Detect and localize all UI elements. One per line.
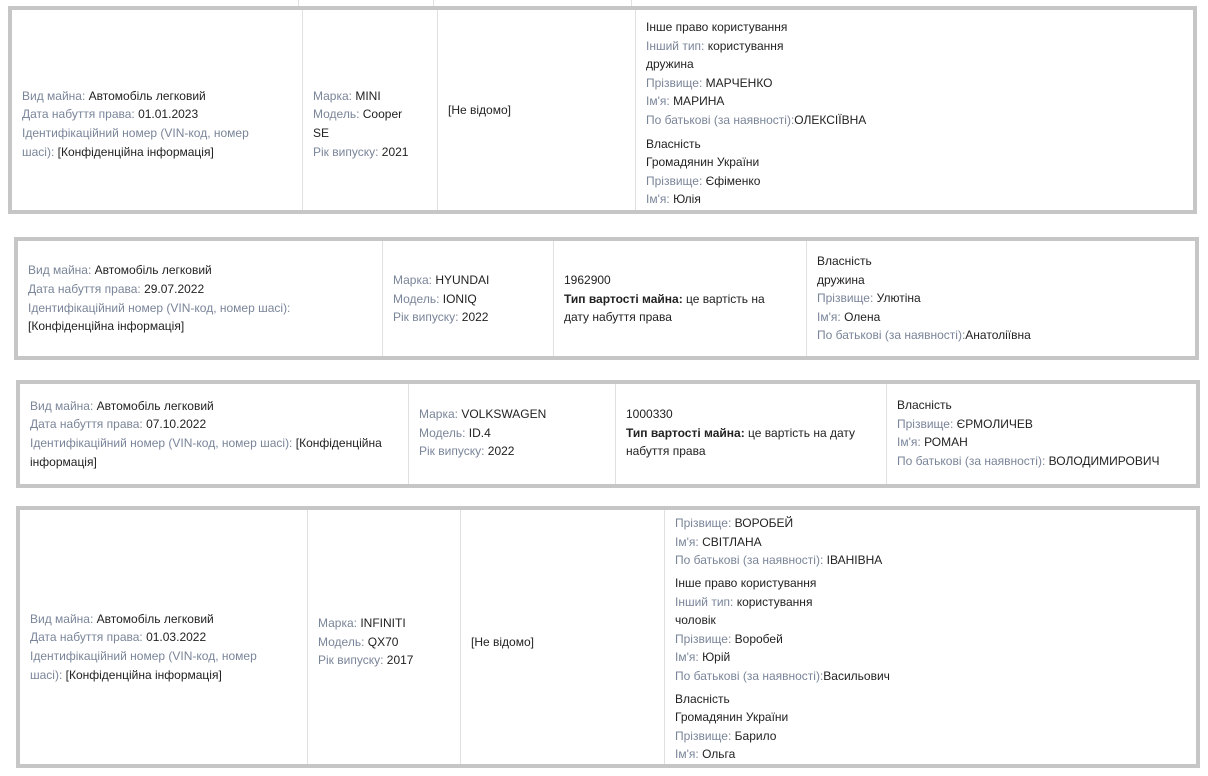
rights-cell [806,241,1195,356]
value-type-label: Тип вартості майна: [626,425,745,440]
other-type-label: Інший тип: [646,38,705,53]
value-unknown: [Не відомо] [471,634,534,649]
vin-value: [Конфіденційна інформація] [57,144,214,159]
kind-value: Автомобіль легковий [88,88,206,103]
name-value: МАРИНА [673,94,725,109]
surname-label: Прізвище: [646,75,703,90]
patronymic-value: Васильович [823,668,890,683]
brand-label: Марка: [393,273,432,287]
vin-value: [Конфіденційна інформація] [28,319,185,334]
kind-label: Вид майна: [22,88,86,103]
model-value: Cooper [362,107,403,122]
kind-value: Автомобіль легковий [96,611,214,626]
vin-value: [Конфіденційна інформація] [65,667,222,682]
year-value: 2017 [386,653,414,668]
date-label: Дата набуття права: [22,107,135,122]
name-value: Олена [844,309,881,324]
year-label: Рік випуску: [393,310,459,325]
name-label: Ім'я: [675,747,699,762]
name-label: Ім'я: [817,309,841,324]
patronymic-value: ВОЛОДИМИРОВИЧ [1048,453,1160,468]
vin-value: [Конфіденційна [295,436,382,450]
value-cell [437,10,635,210]
model-value: IONIQ [442,291,477,306]
rights-cell [635,10,1193,210]
kind-label: Вид майна: [30,398,94,413]
name-value: РОМАН [924,435,968,450]
vin-label-cont: шасі): [30,667,63,682]
property-cell [20,384,408,484]
model-label: Модель: [393,291,440,306]
kind-label: Вид майна: [30,611,94,626]
surname-label: Прізвище: [897,416,954,431]
brand-label: Марка: [318,616,357,631]
model-value-cont: SE [313,126,330,140]
right-type: Інше право користування [675,575,817,590]
vehicle-cell [408,384,615,484]
patronymic-label: По батькові (за наявності): [646,112,795,127]
name-label: Ім'я: [897,435,921,450]
patronymic-value: ОЛЕКСІЇВНА [794,112,867,127]
patronymic-value: ІВАНІВНА [826,553,883,568]
vin-label: Ідентифікаційний номер (VIN-код, номер [30,649,257,663]
other-type-value: користування [736,594,813,609]
surname-label: Прізвище: [675,516,732,530]
name-label: Ім'я: [675,650,699,665]
patronymic-label: По батькові (за наявності): [897,453,1046,468]
vin-label: Ідентифікаційний номер (VIN-код, номер шасі): [28,300,291,315]
name-value: Юрій [702,650,731,665]
patronymic-label: По батькові (за наявності): [817,328,966,343]
model-label: Модель: [318,634,365,649]
year-label: Рік випуску: [313,144,379,159]
vehicle-card-3 [16,380,1200,488]
patronymic-label: По батькові (за наявності): [675,668,824,683]
vehicle-cell [382,241,553,356]
surname-label: Прізвище: [675,631,732,646]
property-cell [18,241,382,356]
kind-value: Автомобіль легковий [94,263,212,278]
relation-value: дружина [817,272,865,287]
vin-label: Ідентифікаційний номер (VIN-код, номер шасі): [30,436,293,450]
model-value: QX70 [367,634,399,649]
date-value: 01.03.2022 [146,630,207,645]
date-value: 01.01.2023 [138,107,199,122]
year-value: 2022 [487,444,515,459]
patronymic-value: Анатоліївна [965,328,1031,343]
vin-label-cont: шасі): [22,144,55,159]
date-value: 07.10.2022 [146,417,207,432]
value-type-value-cont: дату набуття права [564,310,672,325]
vin-label: Ідентифікаційний номер (VIN-код, номер [22,126,249,140]
surname-value: Улютіна [876,291,921,306]
value-type-value: це вартість на [686,291,765,306]
brand-value: VOLKSWAGEN [461,407,547,421]
right-type: Власність [817,254,872,268]
property-cell [20,510,307,764]
patronymic-label: По батькові (за наявності): [675,553,824,568]
date-value: 29.07.2022 [144,281,205,296]
relation-value: Громадянин України [675,710,789,725]
date-label: Дата набуття права: [30,417,143,432]
date-label: Дата набуття права: [28,281,141,296]
year-label: Рік випуску: [419,444,485,459]
vehicle-card-4 [16,506,1200,768]
year-value: 2022 [461,310,489,325]
other-type-label: Інший тип: [675,594,734,609]
surname-value: Воробей [734,631,783,646]
model-label: Модель: [419,425,466,440]
brand-value: HYUNDAI [435,273,490,287]
brand-value: INFINITI [360,616,406,631]
name-label: Ім'я: [646,192,670,207]
vehicle-cell [307,510,460,764]
model-value: ID.4 [468,425,491,440]
surname-value: МАРЧЕНКО [705,75,773,90]
value-unknown: [Не відомо] [448,102,511,117]
name-value: СВІТЛАНА [702,534,762,549]
value-amount: 1962900 [564,273,611,287]
relation-value: дружина [646,57,694,72]
name-label: Ім'я: [646,94,670,109]
value-type-label: Тип вартості майна: [564,291,683,306]
kind-value: Автомобіль легковий [96,398,214,413]
vehicle-card-1 [8,6,1197,214]
value-cell [553,241,806,356]
right-type: Власність [675,691,730,706]
year-value: 2021 [381,144,409,159]
surname-value: Барило [734,728,777,743]
value-type-value: це вартість на дату [748,425,856,440]
rights-cell [886,384,1196,484]
model-label: Модель: [313,107,360,122]
brand-label: Марка: [313,88,352,103]
vehicle-card-2 [14,237,1199,360]
surname-label: Прізвище: [817,291,874,306]
brand-value: MINI [355,88,381,103]
value-cell [460,510,664,764]
name-value: Юлія [673,192,701,207]
name-label: Ім'я: [675,534,699,549]
relation-value: чоловік [675,613,716,628]
value-type-value-cont: набуття права [626,444,706,459]
right-type: Власність [646,136,701,151]
right-type: Власність [897,398,952,412]
property-cell [12,10,302,210]
brand-label: Марка: [419,407,458,421]
rights-cell [664,510,1196,764]
surname-label: Прізвище: [646,173,703,188]
relation-value: Громадянин України [646,155,760,170]
other-type-value: користування [707,38,784,53]
surname-value: ВОРОБЕЙ [734,516,794,530]
vin-value-cont: інформація] [30,454,97,469]
date-label: Дата набуття права: [30,630,143,645]
surname-value: ЄРМОЛИЧЕВ [956,416,1033,431]
year-label: Рік випуску: [318,653,384,668]
value-cell [615,384,886,484]
name-value: Ольга [702,747,736,762]
right-type: Інше право користування [646,20,788,34]
vehicle-cell [302,10,437,210]
surname-label: Прізвище: [675,728,732,743]
surname-value: Єфіменко [705,173,761,188]
kind-label: Вид майна: [28,263,92,278]
value-amount: 1000330 [626,407,673,421]
